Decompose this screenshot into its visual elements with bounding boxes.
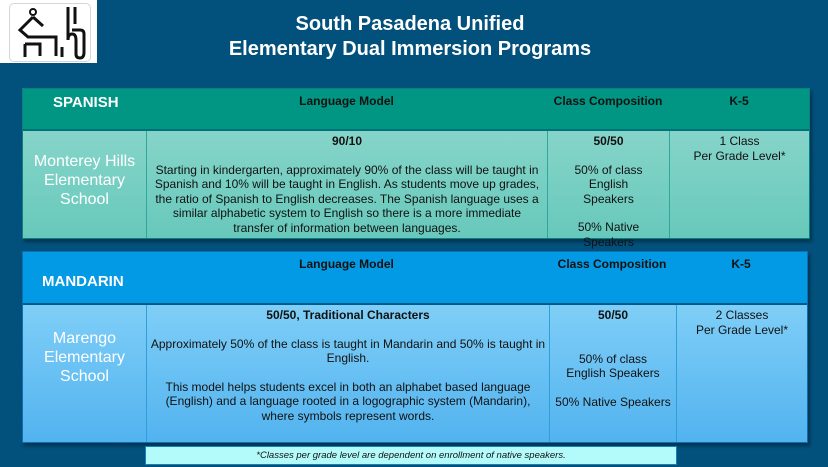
- column-header-language-model: Language Model: [299, 94, 394, 108]
- district-logo: [9, 3, 91, 62]
- school-line: School: [60, 191, 109, 208]
- page-title: [160, 12, 660, 62]
- model-title: 90/10: [331, 134, 363, 148]
- classes-count: 1 Class: [719, 134, 760, 148]
- spanish-header-row: [23, 89, 809, 131]
- classes-count: 2 Classes: [715, 308, 769, 322]
- school-name-marengo: [23, 305, 147, 442]
- title-line-1: South Pasadena Unified: [295, 13, 525, 35]
- classes-per-grade: Per Grade Level*: [695, 322, 789, 337]
- language-label-mandarin: MANDARIN: [42, 273, 124, 290]
- title-line-2: Elementary Dual Immersion Programs: [228, 38, 592, 60]
- spanish-body-row: [23, 131, 809, 249]
- school-line: Elementary: [44, 172, 125, 189]
- model-description-2: This model helps students excel in both an alphabet based language (English) and a language rooted in a logographic system (Mandarin), where symbols represent words.: [165, 379, 531, 423]
- school-name-monterey-hills: [23, 131, 147, 238]
- class-composition-cell-mandarin: [550, 305, 677, 442]
- k5-cell-spanish: [670, 131, 809, 238]
- model-description: Starting in kindergarten, approximately 90% of the class will be taught in Spanish and 10% will be taught in English. As students move up grades, the ratio of Spanish to English decreases. The Spanish language uses a similar alphabetic system to English so there is a more immediate transfer of information between languages.: [154, 162, 540, 235]
- school-line: Marengo: [52, 330, 117, 347]
- language-model-cell-spanish: [147, 131, 548, 238]
- footnote: *Classes per grade level are dependent on enrollment of native speakers.: [145, 446, 677, 465]
- composition-title: 50/50: [593, 134, 624, 148]
- person-at-desk-icon: [10, 4, 90, 61]
- column-header-class-composition: Class Composition: [553, 94, 663, 108]
- classes-per-grade: Per Grade Level*: [693, 148, 786, 163]
- model-title: 50/50, Traditional Characters: [266, 308, 430, 322]
- column-header-k5: K-5: [729, 94, 749, 108]
- class-composition-cell-spanish: [548, 131, 670, 249]
- logo-container: [0, 0, 97, 63]
- column-header-class-composition: Class Composition: [557, 257, 667, 271]
- composition-english: 50% of class English Speakers: [566, 351, 660, 380]
- composition-title: 50/50: [597, 308, 629, 322]
- model-description-1: Approximately 50% of the class is taught in Mandarin and 50% is taught in English.: [150, 336, 546, 365]
- composition-native: 50% Native Speakers: [577, 220, 640, 249]
- school-line: Monterey Hills: [33, 153, 136, 170]
- mandarin-program-table: [22, 251, 808, 443]
- language-model-cell-mandarin: [147, 305, 550, 442]
- mandarin-header-row: [23, 252, 807, 305]
- mandarin-body-row: [23, 305, 807, 442]
- spanish-program-table: [22, 88, 810, 249]
- column-header-k5: K-5: [731, 257, 751, 271]
- school-line: Elementary: [44, 349, 125, 366]
- composition-native: 50% Native Speakers: [555, 394, 671, 409]
- language-label-spanish: SPANISH: [53, 94, 119, 111]
- school-line: School: [60, 368, 109, 385]
- composition-english: 50% of class English Speakers: [574, 162, 643, 206]
- k5-cell-mandarin: [677, 305, 807, 442]
- column-header-language-model: Language Model: [299, 257, 394, 271]
